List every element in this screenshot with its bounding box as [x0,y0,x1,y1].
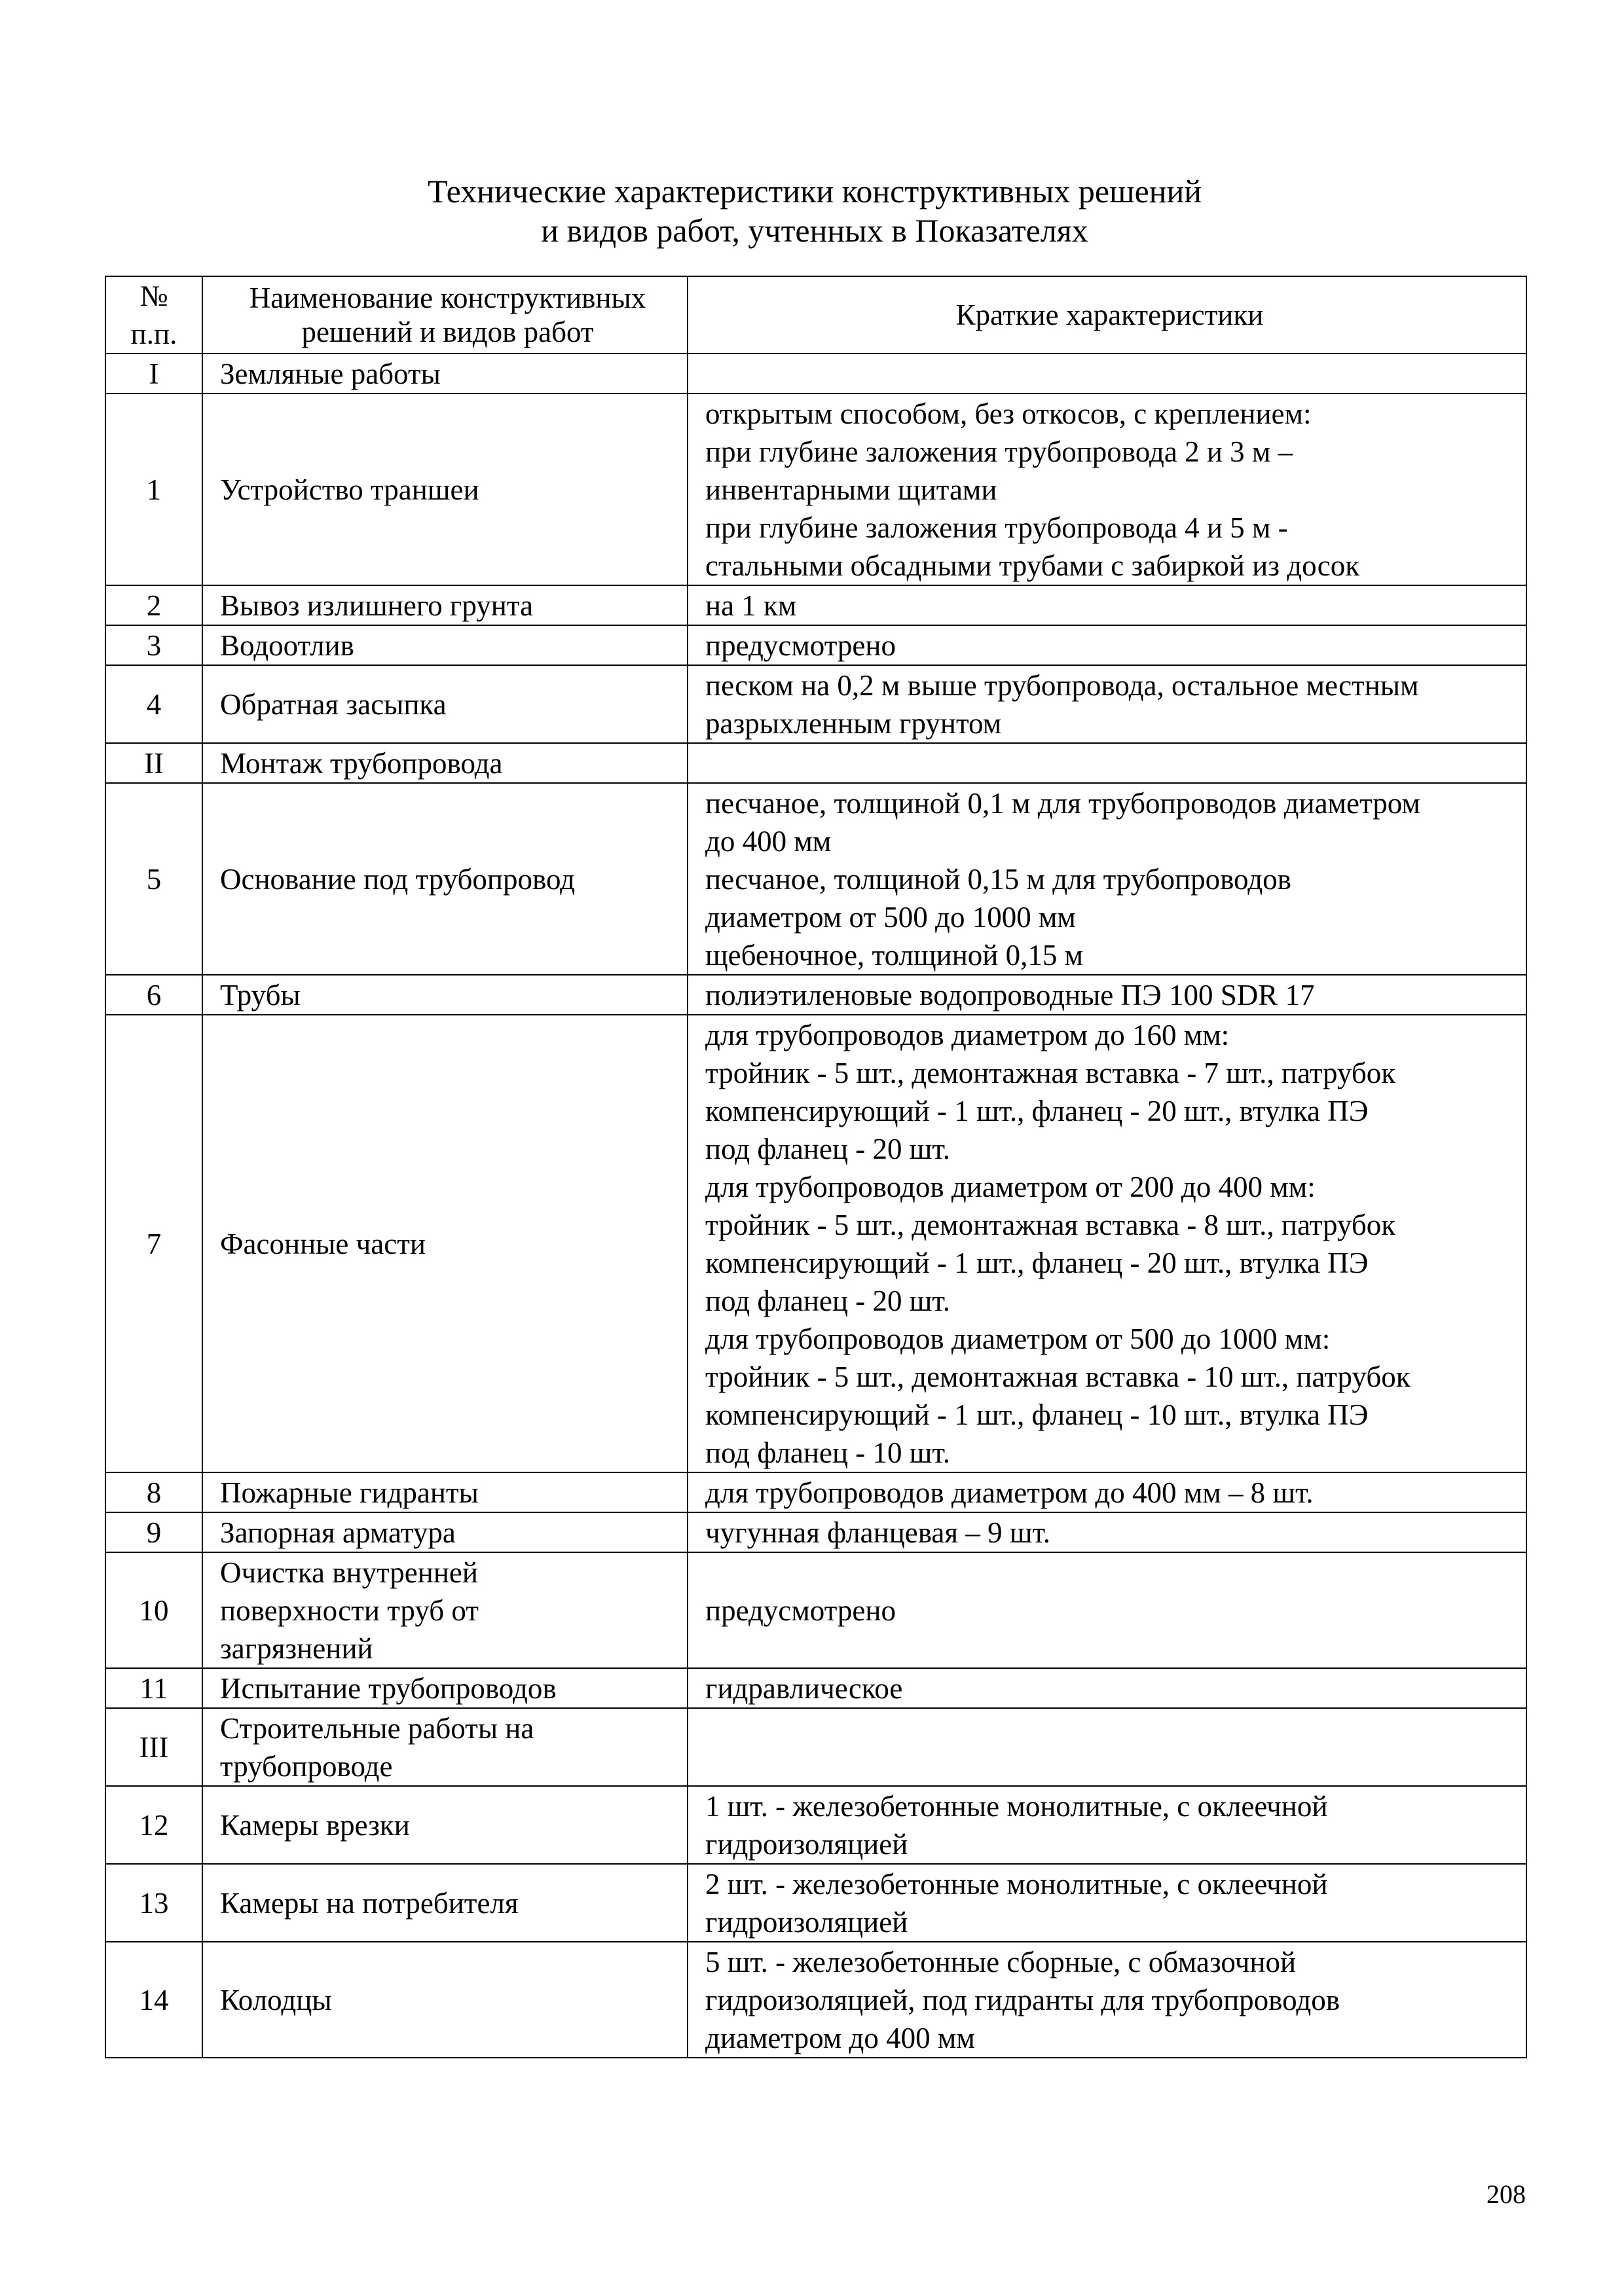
row-description-line: песчаное, толщиной 0,1 м для трубопроводов диаметром [705,786,1420,820]
row-description-line: для трубопроводов диаметром до 400 мм – 8 шт. [705,1476,1314,1509]
row-description-line: стальными обсадными трубами с забиркой из досок [705,549,1360,582]
table-row [105,354,1526,393]
row-description-line: гидравлическое [705,1671,903,1705]
header-number-line-1: № [139,280,168,312]
row-number: III [105,1708,202,1786]
row-description-line: компенсирующий - 1 шт., фланец - 20 шт., втулка ПЭ [705,1094,1369,1127]
row-description [688,393,1526,585]
row-name [202,1668,688,1708]
row-name [202,354,688,393]
row-name-line: загрязнений [220,1631,373,1665]
row-description-line: компенсирующий - 1 шт., фланец - 20 шт., втулка ПЭ [705,1246,1369,1279]
table-row [105,1472,1526,1512]
table-row [105,1512,1526,1552]
row-description-line: для трубопроводов диаметром от 200 до 400 мм: [705,1170,1316,1203]
row-description-line: до 400 мм [705,824,832,858]
header-description: Краткие характеристики [688,276,1526,354]
row-description-line: чугунная фланцевая – 9 шт. [705,1516,1051,1549]
header-name-line-1: Наименование конструктивных [249,282,646,314]
row-name-line: Монтаж трубопровода [220,746,503,780]
row-number: 12 [105,1786,202,1864]
row-description-line: при глубине заложения трубопровода 2 и 3 м – [705,435,1293,468]
specification-table [105,276,1527,2058]
row-name-line: Строительные работы на [220,1711,534,1745]
row-description-line: песком на 0,2 м выше трубопровода, остальное местным [705,668,1419,702]
table-header-row [105,276,1526,354]
row-name-line: Испытание трубопроводов [220,1671,557,1705]
row-description [688,1552,1526,1668]
row-description [688,625,1526,665]
row-name [202,1015,688,1472]
row-name [202,1552,688,1668]
row-description-line: предусмотрено [705,629,896,662]
row-description [688,665,1526,743]
row-name-line: Устройство траншеи [220,473,479,506]
row-description-line: под фланец - 10 шт. [705,1436,950,1469]
row-number: 14 [105,1942,202,2058]
row-name-line: Основание под трубопровод [220,862,576,896]
row-description [688,743,1526,783]
row-number: 7 [105,1015,202,1472]
row-name-line: Колодцы [220,1983,332,2016]
row-name [202,1942,688,2058]
table-row [105,1786,1526,1864]
row-number: 9 [105,1512,202,1552]
row-name-line: поверхности труб от [220,1594,479,1627]
row-name [202,665,688,743]
table-row [105,743,1526,783]
row-name-line: Обратная засыпка [220,687,447,721]
row-description [688,1015,1526,1472]
row-description-line: под фланец - 20 шт. [705,1132,950,1165]
table-row [105,1864,1526,1942]
row-description-line: диаметром от 500 до 1000 мм [705,900,1076,934]
row-name-line: Земляные работы [220,357,441,390]
row-description [688,783,1526,975]
row-number: II [105,743,202,783]
row-number: 11 [105,1668,202,1708]
row-name-line: Фасонные части [220,1227,426,1260]
row-name-line: Вывоз излишнего грунта [220,589,534,622]
row-number: 8 [105,1472,202,1512]
row-description-line: открытым способом, без откосов, с креплением: [705,397,1312,430]
row-description-line: тройник - 5 шт., демонтажная вставка - 8 шт., патрубок [705,1208,1396,1241]
row-name-line: Пожарные гидранты [220,1476,479,1509]
title-line-2: и видов работ, учтенных в Показателях [541,212,1088,249]
row-description-line: предусмотрено [705,1594,896,1627]
row-name-line: Камеры врезки [220,1808,410,1842]
row-description-line: разрыхленным грунтом [705,706,1002,740]
row-description-line: щебеночное, толщиной 0,15 м [705,938,1084,972]
row-description-line: гидроизоляцией [705,1905,908,1939]
row-number: 5 [105,783,202,975]
row-name [202,1512,688,1552]
header-number-line-2: п.п. [130,318,177,350]
row-description [688,1786,1526,1864]
row-name [202,1864,688,1942]
row-name-line: Запорная арматура [220,1516,456,1549]
row-name [202,1786,688,1864]
row-description-line: для трубопроводов диаметром от 500 до 1000 мм: [705,1322,1331,1355]
row-name-line: Трубы [220,978,301,1011]
table-row [105,1708,1526,1786]
row-description [688,1472,1526,1512]
table-row [105,393,1526,585]
row-description-line: для трубопроводов диаметром до 160 мм: [705,1018,1230,1051]
row-description [688,1864,1526,1942]
row-description-line: диаметром до 400 мм [705,2021,975,2054]
header-number [105,276,202,354]
row-description-line: тройник - 5 шт., демонтажная вставка - 7 шт., патрубок [705,1056,1396,1089]
row-description-line: под фланец - 20 шт. [705,1284,950,1317]
row-name-line: Очистка внутренней [220,1556,478,1589]
row-name [202,743,688,783]
row-description-line: 5 шт. - железобетонные сборные, с обмазочной [705,1945,1297,1978]
row-description-line: компенсирующий - 1 шт., фланец - 10 шт., втулка ПЭ [705,1398,1369,1431]
row-name-line: Водоотлив [220,629,354,662]
row-number: 1 [105,393,202,585]
row-number: 10 [105,1552,202,1668]
row-number: I [105,354,202,393]
row-name [202,975,688,1015]
table-row [105,1552,1526,1668]
table-row [105,585,1526,625]
row-description-line: при глубине заложения трубопровода 4 и 5 м - [705,511,1288,544]
row-description [688,585,1526,625]
row-description-line: инвентарными щитами [705,473,997,506]
row-description-line: песчаное, толщиной 0,15 м для трубопроводов [705,862,1291,896]
table-row [105,1668,1526,1708]
row-name [202,625,688,665]
row-description-line: гидроизоляцией [705,1827,908,1861]
row-number: 2 [105,585,202,625]
table-row [105,625,1526,665]
row-description [688,1708,1526,1786]
row-name-line: трубопроводе [220,1749,393,1783]
row-name [202,1708,688,1786]
table-row [105,1942,1526,2058]
row-name [202,1472,688,1512]
table-row [105,1015,1526,1472]
row-description [688,354,1526,393]
row-name [202,783,688,975]
row-number: 4 [105,665,202,743]
row-description-line: тройник - 5 шт., демонтажная вставка - 10 шт., патрубок [705,1360,1411,1393]
row-description-line: 2 шт. - железобетонные монолитные, с оклеечной [705,1867,1328,1901]
row-description [688,1668,1526,1708]
row-description-line: на 1 км [705,589,797,622]
row-name [202,393,688,585]
row-description [688,975,1526,1015]
table-body [105,354,1526,2058]
row-description [688,1942,1526,2058]
row-description-line: 1 шт. - железобетонные монолитные, с оклеечной [705,1789,1328,1823]
row-number: 6 [105,975,202,1015]
title-line-1: Технические характеристики конструктивных решений [427,173,1202,210]
page-number: 208 [1486,2179,1526,2209]
row-description-line: полиэтиленовые водопроводные ПЭ 100 SDR 17 [705,978,1315,1011]
row-description [688,1512,1526,1552]
table-row [105,975,1526,1015]
row-name-line: Камеры на потребителя [220,1886,519,1920]
page-title [105,172,1524,250]
table-row [105,665,1526,743]
header-name [202,276,688,354]
row-name [202,585,688,625]
header-name-line-2: решений и видов работ [301,316,594,348]
row-number: 13 [105,1864,202,1942]
table-row [105,783,1526,975]
row-number: 3 [105,625,202,665]
row-description-line: гидроизоляцией, под гидранты для трубопроводов [705,1983,1340,2016]
